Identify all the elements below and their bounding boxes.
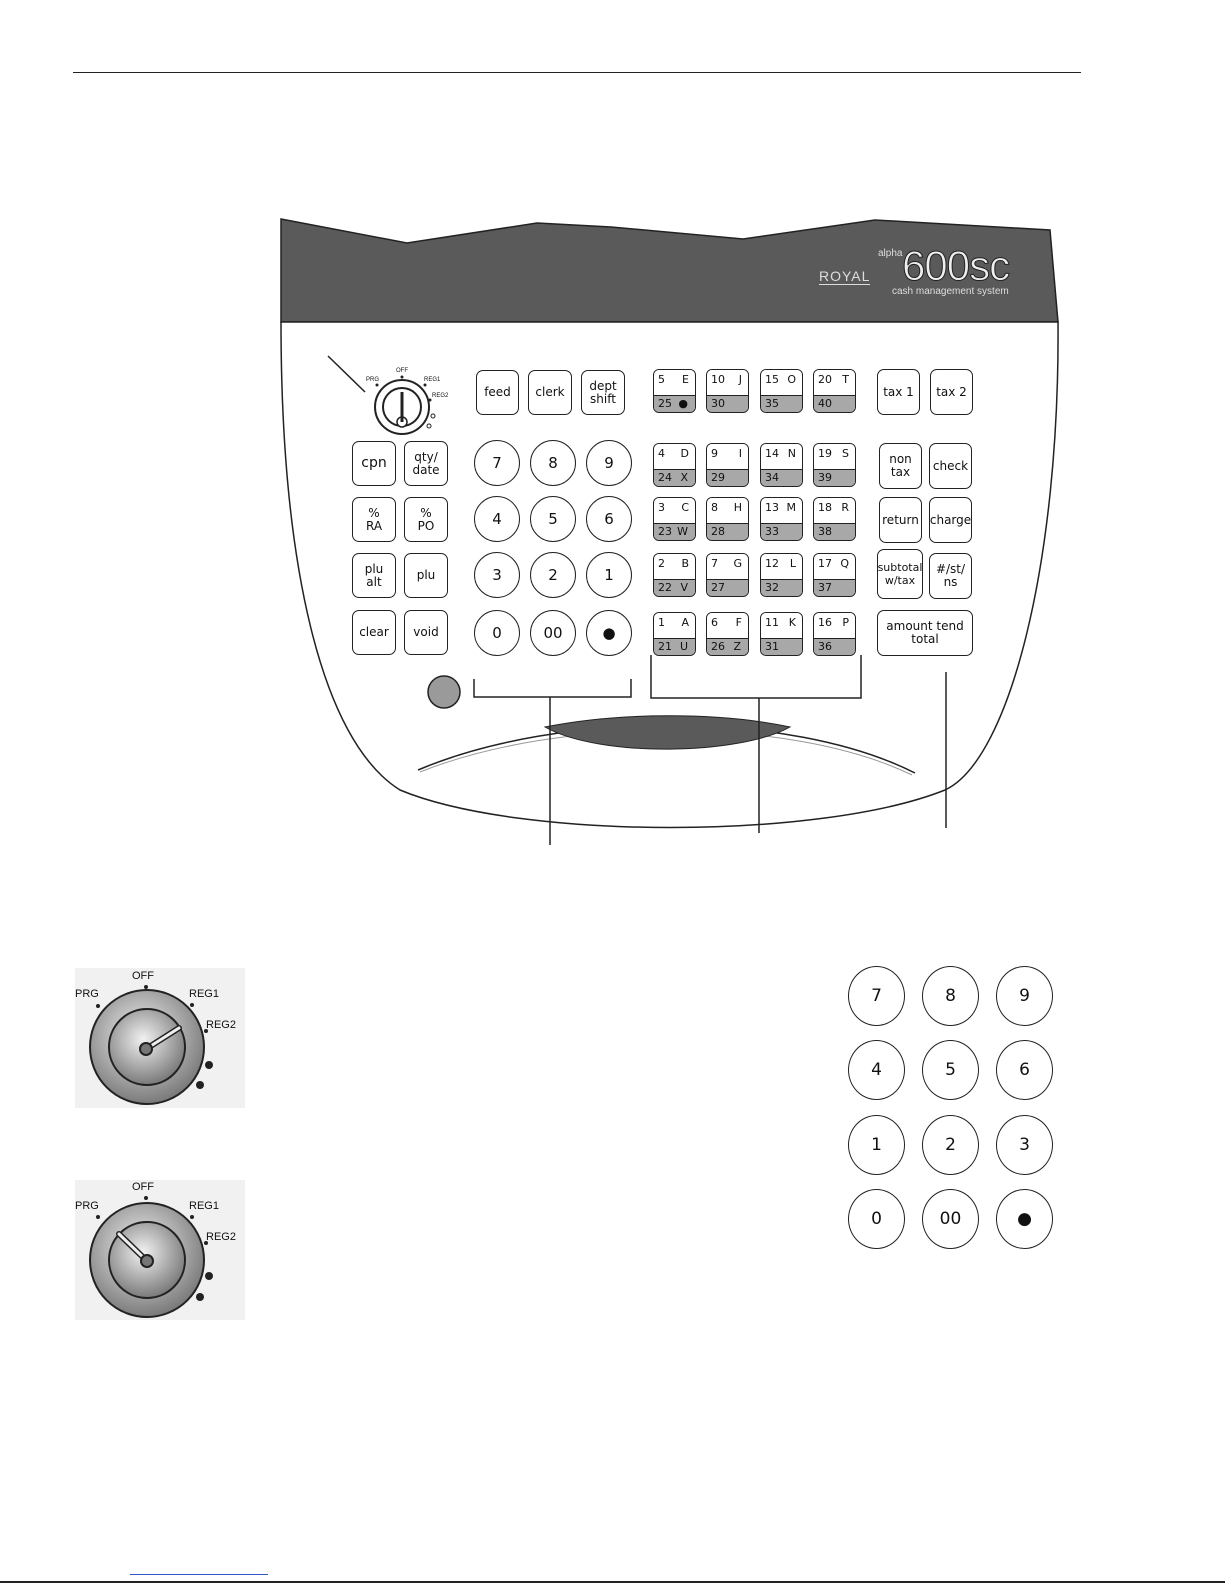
department-key-label-bl: 36 [818,640,832,653]
department-key-label-br: U [679,640,688,653]
department-key-8[interactable] [706,497,749,541]
department-key-label-tl: 16 [818,616,832,629]
department-key-label-bl: 29 [711,471,725,484]
department-key-7[interactable] [706,553,749,597]
detail1-label-off: OFF [132,970,154,982]
department-key-label-tr: K [788,616,796,629]
department-key-label-bl: 39 [818,471,832,484]
department-key-label-bl: 37 [818,581,832,594]
department-key-label-bl: 32 [765,581,779,594]
department-key-18[interactable] [813,497,856,541]
department-key-label-bl: 22 [658,581,672,594]
percent-po-key[interactable]: % PO [404,497,448,542]
department-key-label-tr: R [841,501,849,514]
department-key-label-tl: 19 [818,447,832,460]
department-key-label-tl: 4 [658,447,665,460]
detail-keypad-3[interactable]: 3 [996,1115,1053,1175]
detail-keypad-00[interactable]: 00 [922,1189,979,1249]
department-key-label-tr: P [842,616,849,629]
detail1-label-reg1: REG1 [189,988,219,1000]
keypad-6[interactable]: 6 [586,496,632,542]
department-key-4[interactable] [653,443,696,487]
department-key-label-tl: 6 [711,616,718,629]
detail1-label-reg2: REG2 [206,1019,236,1031]
detail-keypad-5[interactable]: 5 [922,1040,979,1100]
department-key-label-tl: 12 [765,557,779,570]
charge-key[interactable]: charge [929,497,972,543]
department-key-label-tl: 18 [818,501,832,514]
department-key-label-tl: 15 [765,373,779,386]
logo-alpha: alpha [878,248,903,259]
department-key-label-tr: E [682,373,689,386]
department-key-label-tl: 14 [765,447,779,460]
detail-keypad-decimal[interactable]: ● [996,1189,1053,1249]
department-key-label-tr: O [787,373,796,386]
percent-ra-key[interactable]: % RA [352,497,396,542]
clerk-key[interactable]: clerk [528,370,572,415]
detail-keypad-8[interactable]: 8 [922,966,979,1026]
department-key-16[interactable] [813,612,856,656]
tax2-key[interactable]: tax 2 [930,369,973,415]
tax1-key[interactable]: tax 1 [877,369,920,415]
keypad-7[interactable]: 7 [474,440,520,486]
department-key-label-bl: 23 [658,525,672,538]
department-key-label-tr: S [842,447,849,460]
department-key-label-bl: 26 [711,640,725,653]
department-key-label-bl: 24 [658,471,672,484]
qty-date-key[interactable]: qty/ date [404,441,448,486]
detail-keypad-9[interactable]: 9 [996,966,1053,1026]
department-key-label-br: W [677,525,688,538]
department-key-label-tl: 13 [765,501,779,514]
department-key-label-tl: 10 [711,373,725,386]
footer-link-underline [130,1574,268,1575]
department-key-label-tr: L [789,557,796,570]
logo-tagline: cash management system [892,286,1009,297]
detail-keypad-7[interactable]: 7 [848,966,905,1026]
dial-label-reg1: REG1 [424,377,441,383]
department-key-label-bl: 35 [765,397,779,410]
department-key-label-tl: 7 [711,557,718,570]
department-key-label-tr: M [786,501,796,514]
department-key-label-tl: 11 [765,616,779,629]
detail2-label-prg: PRG [75,1200,99,1212]
check-key[interactable]: check [929,443,972,489]
department-key-label-tr: I [738,447,742,460]
department-key-6[interactable] [706,612,749,656]
department-key-label-bl: 34 [765,471,779,484]
logo-brand: ROYAL [819,268,871,284]
department-key-label-bl: 27 [711,581,725,594]
void-key[interactable]: void [404,610,448,655]
keypad-00[interactable]: 00 [530,610,576,656]
department-key-label-bl: 40 [818,397,832,410]
keypad-9[interactable]: 9 [586,440,632,486]
detail1-label-prg: PRG [75,988,99,1000]
department-key-label-tr: C [681,501,689,514]
department-key-label-tl: 8 [711,501,718,514]
dial-label-prg: PRG [366,377,380,383]
feed-key[interactable]: feed [476,370,519,415]
department-key-label-br: ● [678,397,688,410]
keypad-8[interactable]: 8 [530,440,576,486]
non-tax-key[interactable]: non tax [879,443,922,489]
power-indicator [428,676,460,708]
subtotal-key[interactable]: subtotal w/tax [877,549,923,599]
st-ns-key[interactable]: #/st/ ns [929,553,972,599]
keypad-2[interactable]: 2 [530,552,576,598]
department-key-19[interactable] [813,443,856,487]
keypad-4[interactable]: 4 [474,496,520,542]
dial-label-reg2: REG2 [432,393,449,399]
plu-key[interactable]: plu [404,553,448,598]
keypad-5[interactable]: 5 [530,496,576,542]
department-key-20[interactable] [813,369,856,413]
dial-label-off: OFF [396,368,408,374]
department-key-15[interactable] [760,369,803,413]
department-key-label-br: Z [733,640,741,653]
department-key-label-tr: B [681,557,689,570]
dept-shift-key[interactable]: dept shift [581,370,625,415]
department-key-label-bl: 25 [658,397,672,410]
department-key-label-bl: 38 [818,525,832,538]
department-key-label-tl: 1 [658,616,665,629]
clear-key[interactable]: clear [352,610,396,655]
department-key-label-tr: A [681,616,689,629]
department-key-label-bl: 33 [765,525,779,538]
department-key-label-tl: 5 [658,373,665,386]
detail2-label-reg1: REG1 [189,1200,219,1212]
department-key-1[interactable] [653,612,696,656]
department-key-10[interactable] [706,369,749,413]
detail2-label-reg2: REG2 [206,1231,236,1243]
department-key-13[interactable] [760,497,803,541]
plu-alt-key[interactable]: plu alt [352,553,396,598]
department-key-label-tr: D [680,447,689,460]
department-key-label-br: X [680,471,688,484]
department-key-label-tl: 9 [711,447,718,460]
detail-keypad-1[interactable]: 1 [848,1115,905,1175]
department-key-label-tr: G [733,557,742,570]
department-key-label-tr: J [738,373,742,386]
department-key-label-bl: 30 [711,397,725,410]
department-key-11[interactable] [760,612,803,656]
department-key-label-bl: 21 [658,640,672,653]
keypad-decimal[interactable]: ● [586,610,632,656]
department-key-label-bl: 31 [765,640,779,653]
department-key-3[interactable] [653,497,696,541]
keypad-1[interactable]: 1 [586,552,632,598]
detail-keypad-2[interactable]: 2 [922,1115,979,1175]
department-key-label-tr: H [733,501,742,514]
detail2-label-off: OFF [132,1181,154,1193]
detail-keypad-6[interactable]: 6 [996,1040,1053,1100]
department-key-label-br: V [680,581,688,594]
logo-model: 600sc [902,242,1010,289]
department-key-label-tl: 2 [658,557,665,570]
department-key-12[interactable] [760,553,803,597]
department-key-5[interactable] [653,369,696,413]
department-key-2[interactable] [653,553,696,597]
department-key-label-tl: 3 [658,501,665,514]
department-key-label-tr: F [735,616,742,629]
footer-rule [0,1581,1225,1583]
department-key-label-tl: 20 [818,373,832,386]
department-key-label-tr: Q [840,557,849,570]
department-key-label-tr: N [787,447,796,460]
department-key-17[interactable] [813,553,856,597]
keypad-3[interactable]: 3 [474,552,520,598]
department-key-label-tl: 17 [818,557,832,570]
department-key-14[interactable] [760,443,803,487]
return-key[interactable]: return [879,497,922,543]
detail-keypad-0[interactable]: 0 [848,1189,905,1249]
cpn-key[interactable]: cpn [352,441,396,486]
amount-tend-total-key[interactable]: amount tend total [877,610,973,656]
detail-keypad-4[interactable]: 4 [848,1040,905,1100]
keypad-0[interactable]: 0 [474,610,520,656]
department-key-label-bl: 28 [711,525,725,538]
department-key-9[interactable] [706,443,749,487]
department-key-label-tr: T [842,373,849,386]
